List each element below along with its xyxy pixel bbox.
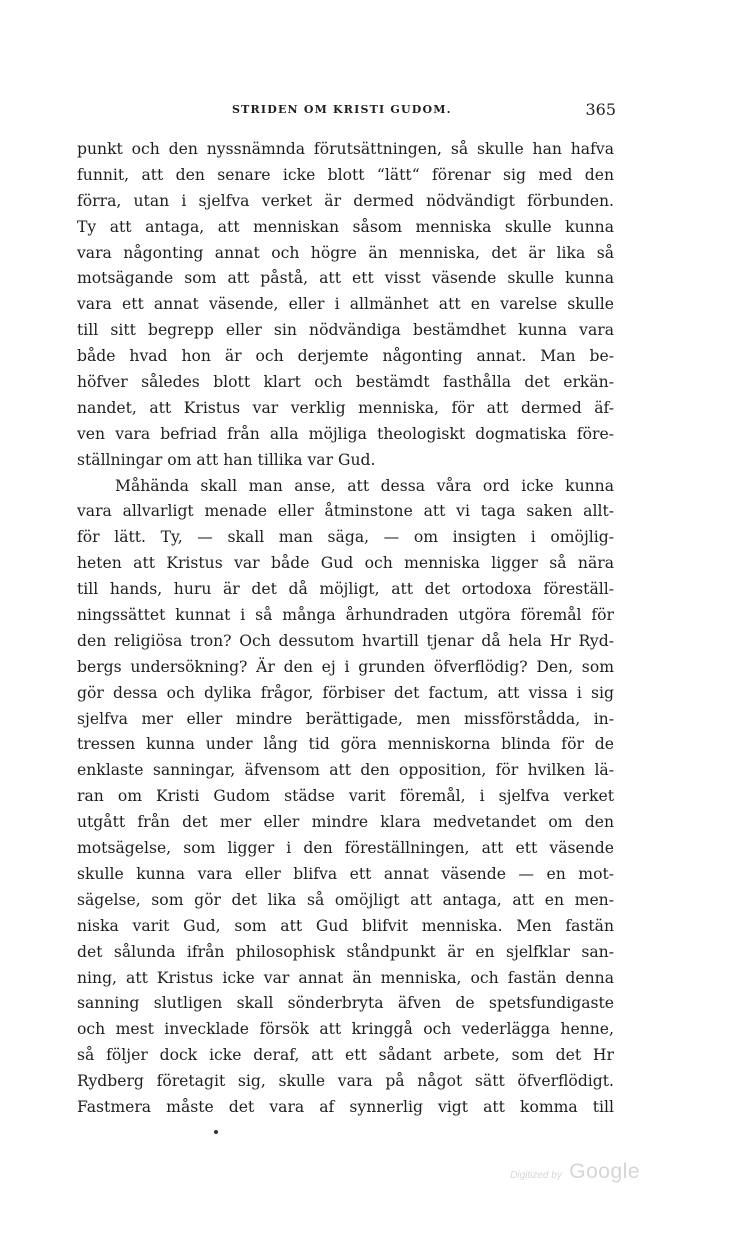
text-line: Ty att antaga, att menniskan såsom menniska skulle kunna [77, 217, 614, 236]
text-line: motsägelse, som ligger i den föreställningen, att ett väsende [77, 839, 614, 858]
text-line: det sålunda ifrån philosophisk ståndpunkt är en sjelfklar san- [77, 942, 614, 961]
text-line: utgått från det mer eller mindre klara medvetandet om den [77, 813, 614, 832]
paragraph-2 [77, 474, 614, 1121]
text-line: för lätt. Ty, — skall man säga, — om insigten i omöjlig- [77, 528, 614, 547]
running-title: STRIDEN OM KRISTI GUDOM. [232, 103, 452, 116]
text-line: sägelse, som gör det lika så omöjligt att antaga, att en men- [77, 890, 614, 909]
text-line: och mest invecklade försök att kringgå och vederlägga henne, [77, 1020, 614, 1039]
text-line: sanning slutligen skall sönderbryta äfven de spetsfundigaste [77, 994, 614, 1013]
text-line: Fastmera måste det vara af synnerlig vigt att komma till [77, 1097, 614, 1116]
text-line: ning, att Kristus icke var annat än menniska, och fastän denna [77, 968, 614, 987]
paragraph-1 [77, 137, 614, 474]
text-line: vara ett annat väsende, eller i allmänhet att en varelse skulle [77, 295, 614, 314]
watermark-prefix: Digitized by [510, 1170, 562, 1181]
text-line: den religiösa tron? Och dessutom hvartill tjenar då hela Hr Ryd- [77, 631, 614, 650]
text-line: heten att Kristus var både Gud och menniska ligger så nära [77, 554, 614, 573]
text-line: förra, utan i sjelfva verket är dermed nödvändigt förbunden. [77, 191, 614, 210]
text-line: motsägande som att påstå, att ett visst väsende skulle kunna [77, 269, 614, 288]
body-text [77, 137, 614, 1121]
digitized-watermark [510, 1160, 640, 1184]
ink-speck [214, 1130, 218, 1134]
text-line: vara någonting annat och högre än menniska, det är lika så [77, 243, 614, 262]
text-line: enklaste sanningar, äfvensom att den opposition, för hvilken lä- [77, 761, 614, 780]
text-line: ven vara befriad från alla möjliga theologiskt dogmatiska före- [77, 424, 614, 443]
text-line: Rydberg företagit sig, skulle vara på något sätt öfverflödigt. [77, 1072, 614, 1091]
text-line: skulle kunna vara eller blifva ett annat väsende — en mot- [77, 864, 614, 883]
text-line: till hands, huru är det då möjligt, att det ortodoxa föreställ- [77, 580, 614, 599]
text-line: nandet, att Kristus var verklig menniska, för att dermed äf- [77, 398, 614, 417]
text-line: ställningar om att han tillika var Gud. [77, 450, 376, 469]
text-line: sjelfva mer eller mindre berättigade, men missförstådda, in- [77, 709, 614, 728]
text-line: bergs undersökning? Är den ej i grunden öfverflödig? Den, som [77, 657, 614, 676]
text-line: höfver således blott klart och bestämdt fasthålla det erkän- [77, 373, 614, 392]
text-line: punkt och den nyssnämnda förutsättningen, så skulle han hafva [77, 140, 614, 158]
text-line: ningssättet kunnat i så många århundraden utgöra föremål för [77, 606, 614, 625]
text-line: gör dessa och dylika frågor, förbiser det factum, att vissa i sig [77, 683, 614, 702]
text-line: både hvad hon är och derjemte någonting annat. Man be- [77, 347, 614, 366]
text-line: funnit, att den senare icke blott “lätt“ förenar sig med den [77, 165, 614, 184]
running-head [76, 100, 616, 122]
text-line: vara allvarligt menade eller åtminstone att vi taga saken allt- [77, 502, 614, 521]
text-line: till sitt begrepp eller sin nödvändiga bestämdhet kunna vara [77, 321, 614, 340]
google-logo-text: Google [569, 1160, 640, 1183]
text-line: ran om Kristi Gudom städse varit föremål, i sjelfva verket [77, 787, 614, 806]
text-line: så följer dock icke deraf, att ett sådant arbete, som det Hr [77, 1046, 614, 1065]
text-line: niska varit Gud, som att Gud blifvit menniska. Men fastän [77, 916, 614, 935]
page-number: 365 [585, 100, 616, 119]
text-line: tressen kunna under lång tid göra menniskorna blinda för de [77, 735, 614, 754]
text-line: Måhända skall man anse, att dessa våra ord icke kunna [115, 476, 614, 495]
